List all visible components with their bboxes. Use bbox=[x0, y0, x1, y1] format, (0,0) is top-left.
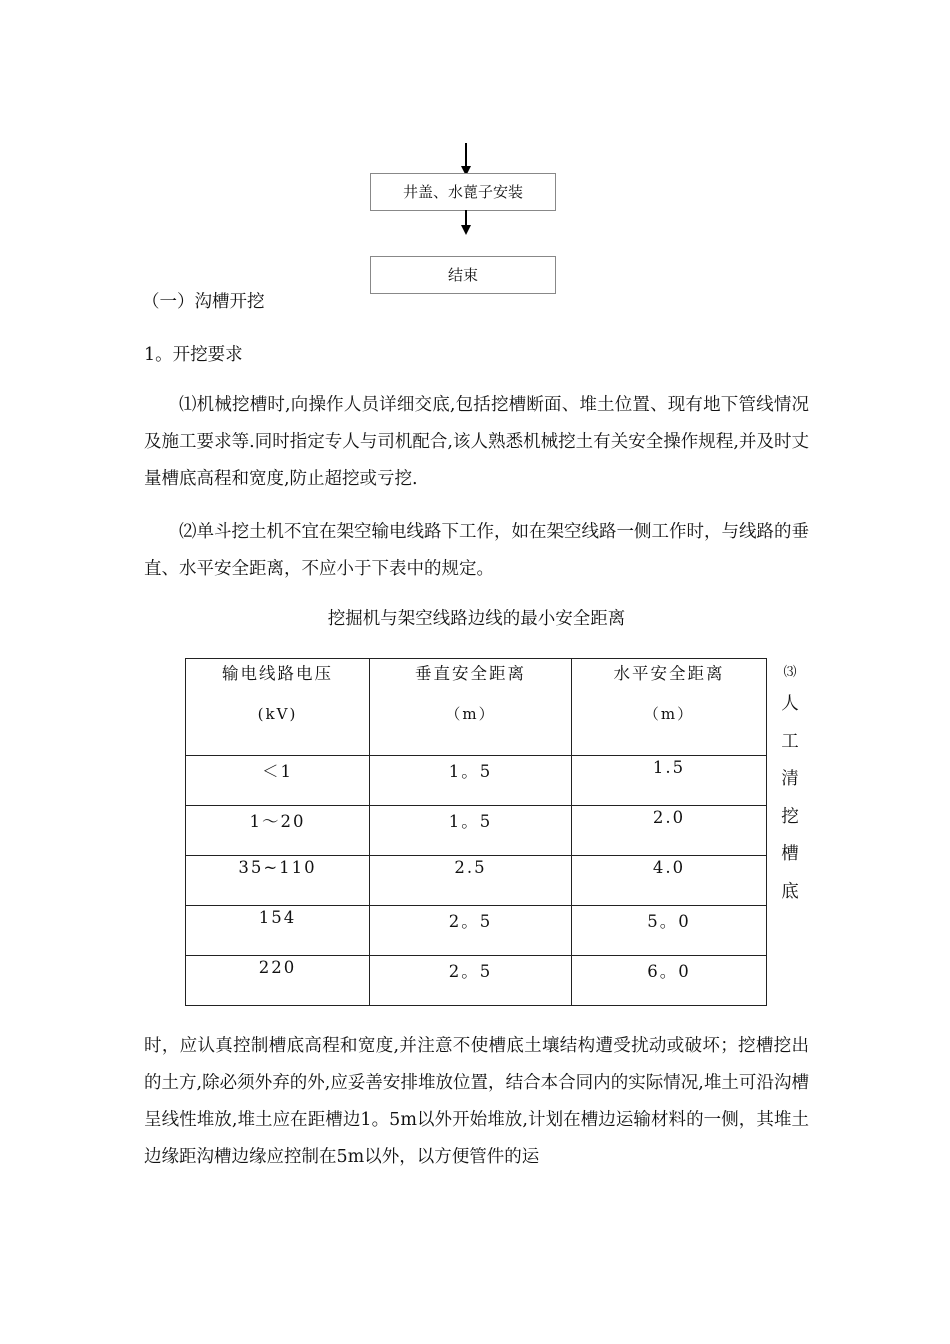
table-caption: 挖掘机与架空线路边线的最小安全距离 bbox=[327, 609, 626, 629]
side-note-char: 工 bbox=[781, 731, 799, 752]
table-header-cell bbox=[572, 659, 767, 756]
table-row bbox=[186, 956, 767, 1006]
side-note-vertical bbox=[778, 660, 802, 911]
flow-arrow-mid-head bbox=[461, 225, 471, 235]
flow-step-end bbox=[370, 256, 556, 294]
table-cell: 1.5 bbox=[572, 756, 767, 806]
header-voltage-unit: (kV) bbox=[257, 705, 298, 723]
header-voltage: 输电线路电压 bbox=[222, 664, 333, 683]
table-cell: 4.0 bbox=[572, 856, 767, 906]
side-note-char: 清 bbox=[781, 769, 799, 789]
table-cell: 2。5 bbox=[370, 906, 572, 956]
paragraph-excavator-powerline: ⑵单斗挖土机不宜在架空输电线路下工作，如在架空线路一侧工作时，与线路的垂直、水平安全距离，不应小于下表中的规定。 bbox=[144, 522, 809, 579]
header-horizontal: 水平安全距离 bbox=[613, 664, 725, 683]
table-row bbox=[186, 906, 767, 956]
table-header-cell bbox=[370, 659, 572, 756]
flow-step-install-label: 井盖、水蓖子安装 bbox=[402, 183, 523, 201]
table-header-row bbox=[186, 659, 767, 756]
table-cell: 6。0 bbox=[572, 956, 767, 1006]
table-cell: 35~110 bbox=[186, 856, 370, 906]
paragraph-manual-trench-clearing: 时，应认真控制槽底高程和宽度,并注意不使槽底土壤结构遭受扰动或破坏；挖槽挖出的土方,除必须外弃的外,应妥善安排堆放位置，结合本合同内的实际情况,堆土可沿沟槽呈线性堆放,堆土应在距槽边1。5m以外开始堆放,计划在槽边运输材料的一侧，其堆土边缘距沟槽边缘应控制在5m以外，以方便管件的运 bbox=[144, 1036, 809, 1167]
table-cell: ＜1 bbox=[186, 756, 370, 806]
header-vertical: 垂直安全距离 bbox=[415, 664, 526, 683]
side-note-char: 底 bbox=[781, 881, 799, 902]
subsection-title: 1。开挖要求 bbox=[144, 345, 243, 365]
paragraph-machine-excavation: ⑴机械挖槽时,向操作人员详细交底,包括挖槽断面、堆土位置、现有地下管线情况及施工要求等.同时指定专人与司机配合,该人熟悉机械挖土有关安全操作规程,并及时丈量槽底高程和宽度,防止超挖或亏挖. bbox=[144, 395, 809, 489]
table-cell: 5。0 bbox=[572, 906, 767, 956]
table-cell: 220 bbox=[186, 956, 370, 1006]
side-note-char: 挖 bbox=[781, 806, 799, 827]
side-note-char: 槽 bbox=[781, 844, 799, 864]
table-cell: 2.5 bbox=[370, 856, 572, 906]
table-cell: 1～20 bbox=[186, 806, 370, 856]
table-cell: 1。5 bbox=[370, 756, 572, 806]
table-row bbox=[186, 756, 767, 806]
table-header-cell bbox=[186, 659, 370, 756]
flow-step-end-label: 结束 bbox=[447, 266, 478, 284]
side-note-number: ⑶ bbox=[783, 665, 797, 680]
table-cell: 1。5 bbox=[370, 806, 572, 856]
table-row bbox=[186, 856, 767, 906]
table-cell: 2.0 bbox=[572, 806, 767, 856]
header-vertical-unit: （m） bbox=[445, 705, 496, 723]
table-row bbox=[186, 806, 767, 856]
table-cell: 154 bbox=[186, 906, 370, 956]
side-note-char: 人 bbox=[781, 694, 799, 714]
section-title: （一）沟槽开挖 bbox=[142, 292, 265, 312]
header-horizontal-unit: （m） bbox=[643, 705, 695, 723]
table-cell: 2。5 bbox=[370, 956, 572, 1006]
flow-step-install bbox=[370, 173, 556, 211]
safety-distance-table bbox=[185, 658, 767, 1006]
